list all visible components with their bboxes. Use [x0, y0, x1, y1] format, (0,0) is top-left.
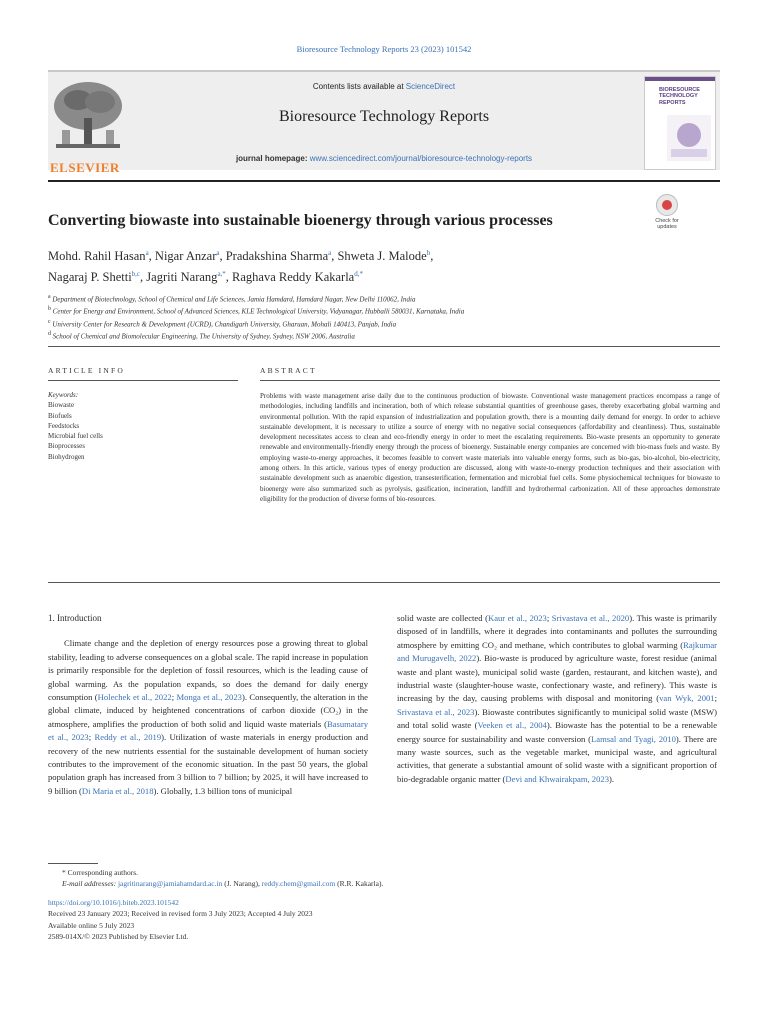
paragraph-text: ). Consequently, the alteration in the global climate, induced by heightened concentrations of carbon dioxide (CO₂) in the atmosphere, amplifies the production of both solid and liquid waste materials ( [48, 692, 368, 729]
article-title: Converting biowaste into sustainable bioenergy through various processes [48, 212, 553, 229]
journal-banner [48, 70, 720, 175]
affiliations [48, 292, 708, 341]
paragraph-text: ). Bio-waste is produced by agriculture waste, forest residue (animal waste and plant waste), municipal solid waste (garden, restaurant, and kitchen waste), and industrial waste (slaughter-house waste, confectionary waste, and refinery). This waste is increasing by the day, causing problems with disposal and monitoring ( [397, 653, 718, 704]
author-affiliation-marker[interactable]: a,* [217, 270, 226, 279]
journal-homepage-link[interactable]: www.sciencedirect.com/journal/bioresource-technology-reports [309, 154, 533, 163]
citation-link[interactable]: Rajkumar and Murugavelh, 2022 [397, 639, 717, 664]
author-affiliation-marker[interactable]: a [328, 249, 332, 257]
keyword-item: Biowaste [48, 401, 75, 410]
footnotes [48, 867, 718, 889]
article-metadata [48, 897, 718, 943]
author-name[interactable]: Raghava Reddy Kakarla [232, 270, 355, 285]
journal-homepage: journal homepage: www.sciencedirect.com/journal/bioresource-technology-reports [235, 154, 533, 163]
journal-title: Bioresource Technology Reports [278, 108, 490, 125]
keyword-item: Microbial fuel cells [48, 432, 103, 441]
check-for-updates-button[interactable] [650, 194, 684, 234]
citation-link[interactable]: Reddy et al., 2019 [94, 732, 162, 743]
paragraph-text: ; [714, 693, 717, 704]
journal-cover-thumbnail[interactable] [644, 76, 716, 170]
cover-title: BIORESOURCE TECHNOLOGY REPORTS [659, 87, 700, 106]
copyright-line: 2589-014X/© 2023 Published by Elsevier Ltd. [48, 932, 189, 942]
cover-band [645, 77, 715, 81]
article-history: Received 23 January 2023; Received in revised form 3 July 2023; Accepted 4 July 2023 [48, 909, 313, 919]
article-info-rule [48, 380, 238, 381]
citation-link[interactable]: Veeken et al., 2004 [477, 720, 547, 731]
email-addresses: E-mail addresses: jagritinarang@jamiahamdard.ac.in (J. Narang), reddy.chem@gmail.com (R.R. Kakarla). [62, 879, 384, 888]
author-list: Mohd. Rahil Hasan$^a$, Nigar Anzar$^a$, Pradakshina Sharma$^a$, Shweta J. Malode$^b$, Nagaraj P. Shetti$^{b,c}$, Jagriti Narang$^{a,*}$, Raghava Reddy Kakarla$^{d,*}$ [48, 249, 434, 285]
paragraph-text: ). Utilization of waste materials in energy production and recovery of the new nutrients essential for the sustainable development of human society contributes to the improvement of the economic situation. In the past 50 years, the global population graph has increased from 3 billion to 7 billion; by 2025, it will have increased to 9 billion ( [48, 732, 368, 796]
citation-link[interactable]: Lamsal and Tyagi, 2010 [591, 733, 676, 744]
keywords-block [48, 390, 238, 462]
keyword-item: Biofuels [48, 411, 72, 420]
paragraph-text: ). Biowaste contributes significantly to municipal solid waste (MSW) and total solid waste ( [397, 706, 717, 731]
citation-link[interactable]: Holechek et al., 2022 [97, 692, 172, 703]
check-updates-icon [656, 194, 678, 216]
email-link[interactable]: reddy.chem@gmail.com [261, 879, 336, 888]
author-affiliation-marker[interactable]: b [426, 249, 431, 257]
body-column-right [397, 612, 717, 786]
citation-link[interactable]: Srivastava et al., 2023 [397, 706, 475, 717]
citation-link[interactable]: Di Maria et al., 2018 [81, 785, 154, 796]
introduction-paragraph [48, 637, 368, 798]
author-name[interactable]: Shweta J. Malode [337, 249, 427, 264]
article-info-heading: ARTICLE INFO [48, 366, 125, 375]
abstract-rule [260, 380, 720, 381]
keyword-item: Biohydrogen [48, 452, 85, 461]
elsevier-wordmark: ELSEVIER [50, 160, 120, 175]
paragraph-text: Climate change and the depletion of energy resources pose a growing threat to global stability, leading to adverse consequences on a global scale. The rapid increase in population is primarily responsible for the depletion of fossil resources, which is the leading cause of global warming. As the population expands, so does the demand for daily energy consumption ( [48, 638, 368, 703]
citation-link[interactable]: Srivastava et al., 2020 [551, 613, 630, 623]
paragraph-text: ). Biowaste has the potential to be a renewable energy source for sustainability and waste conversion ( [397, 720, 718, 744]
paragraph-text: ). [609, 773, 615, 784]
paragraph-text: ). There are many waste sources, such as the vegetable market, municipal waste, and agricultural activities, that generate a substantial amount of solid waste with a significant proportion of bio-degradable organic matter ( [397, 733, 717, 784]
citation-link[interactable]: Devi and Khwairakpam, 2023 [505, 773, 609, 784]
author-affiliation-marker[interactable]: d,* [354, 270, 363, 279]
online-date: Available online 5 July 2023 [48, 920, 135, 930]
citation-link[interactable]: Kaur et al., 2023 [487, 613, 547, 623]
author-name[interactable]: Jagriti Narang [146, 270, 218, 285]
author-name[interactable]: Nigar Anzar [154, 249, 217, 264]
journal-reference-link[interactable]: Bioresource Technology Reports 23 (2023) 101542 [296, 44, 472, 54]
contents-availability: Contents lists available at ScienceDirect [312, 82, 456, 91]
paragraph-text: solid waste are collected ( [397, 613, 488, 623]
abstract-end-rule [48, 582, 720, 583]
affiliation-item: $^b$ Center for Energy and Environment, School of Advanced Sciences, KLE Technological University, Vidyanagar, Hubballi 580031, Karnataka, India [48, 306, 465, 316]
header-rule [48, 180, 720, 182]
paragraph-text: ). Globally, 1.3 billion tons of municipal [153, 785, 293, 796]
paragraph-text: ). This waste is primarily disposed of in landfills, where it degrades into contaminants and pollutes the surrounding atmosphere by emitting CO₂ and methane, which contributes to global warming ( [397, 613, 717, 650]
paragraph-text: ; [171, 692, 177, 703]
doi-link[interactable]: https://doi.org/10.1016/j.biteb.2023.101542 [48, 898, 179, 907]
abstract-heading: ABSTRACT [260, 366, 317, 375]
citation-link[interactable]: van Wyk, 2001 [659, 693, 715, 704]
check-updates-label: Check for updates [655, 218, 679, 230]
section-divider [48, 346, 720, 347]
email-link[interactable]: jagritinarang@jamiahamdard.ac.in [117, 879, 223, 888]
footnote-separator [48, 863, 98, 864]
affiliation-item: $^d$ School of Chemical and Biomolecular Engineering, The University of Sydney, Sydney, NSW 2006, Australia [48, 330, 355, 341]
keyword-item: Bioprocesses [48, 442, 85, 451]
author-name[interactable]: Nagaraj P. Shetti [48, 270, 132, 285]
author-affiliation-marker[interactable]: a [145, 249, 149, 257]
author-name[interactable]: Pradakshina Sharma [225, 249, 329, 264]
paragraph-text: ; [546, 613, 552, 623]
author-affiliation-marker[interactable]: a [216, 249, 220, 257]
affiliation-item: $^a$ Department of Biotechnology, School of Chemical and Life Sciences, Jamia Hamdard, Hamdard Nagar, New Delhi 110062, India [48, 294, 416, 304]
author-affiliation-marker[interactable]: b,c [131, 270, 141, 279]
abstract-text: Problems with waste management arise daily due to the continuous production of biowaste. Conventional waste management practices encompass a range of methodologies, including landfills and incineration, both of which release substantial quantities of greenhouse gases, thereby exacerbating global warming and environmental pollution. With the rapid expansion of industrialization and population growth, there is a mounting daily demand for energy. In order to achieve sustainable development, it is necessary to utilize a source of energy with no negative social consequences (affordability and cleanliness). Thus, sustainable development necessitates access to clean and eco-friendly energy in order to meet the escalating requirements. Bio-waste presents an opportunity to generate renewable and environmentally-friendly energy through the process of bioenergy. Sustainable energy companies are concerned with bio-mass fuels and waste. By employing waste-to-energy approaches, it becomes feasible to convert waste materials into valuable energy forms, such as bio-gas, bio-alcohol, bio-electricity, among others. In this article, various types of energy production are discussed, along with waste-to-energy production techniques and their association with sustainable development such as anaerobic digestion, transesterification, fermentation and microbial fuel cells. Some physiochemical techniques for biowaste to bioenergy were also summarized such as pyrolysis, gasification, incineration, landfill and hydrothermal carbonization. All of these approaches demonstrate eligibility for the production of diverse forms of bio-resources. [260, 392, 720, 503]
introduction-paragraph-continued [397, 612, 717, 786]
citation-link[interactable]: Monga et al., 2023 [176, 692, 242, 703]
keyword-item: Feedstocks [48, 421, 80, 430]
sciencedirect-link[interactable]: ScienceDirect [405, 82, 456, 91]
author-name[interactable]: Mohd. Rahil Hasan [48, 249, 146, 264]
cover-art-icon [667, 115, 711, 161]
keywords-label: Keywords: [48, 391, 79, 399]
affiliation-item: $^c$ University Center for Research & Development (UCRD), Chandigarh University, Gharuan, Mohali 140413, Panjab, India [48, 318, 397, 328]
introduction-heading: 1. Introduction [48, 613, 102, 623]
body-column-left [48, 612, 368, 798]
corresponding-note: * Corresponding authors. [62, 868, 139, 877]
citation-link[interactable]: Basumatary et al., 2023 [48, 718, 368, 743]
paragraph-text: ; [88, 732, 95, 743]
